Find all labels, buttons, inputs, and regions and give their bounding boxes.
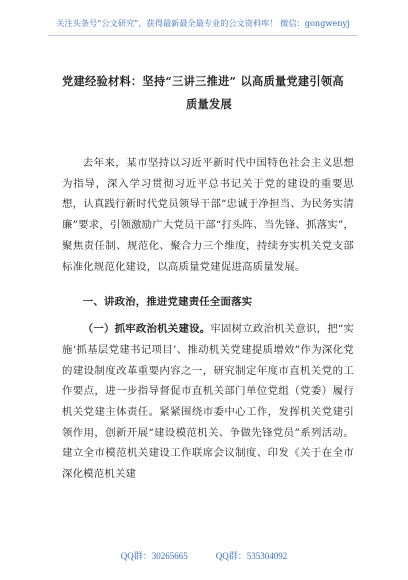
- section-heading-1: 一、讲政治，推进党建责任全面落实: [82, 296, 253, 309]
- footer: [0, 549, 408, 562]
- subsection-text-1: 牢固树立政治机关意识，把“实施‘抓基层党建书记项目’、推动机关党建提质增效”作为深化党的建设制度改革重要内容之一，研究制定年度市直机关党的工作要点，进一步指导督促市直机关部门单位党组（党委）履行机关党建主体责任。紧紧围绕市委中心工作，发挥机关党建引领作用，创新开展“建设模范机关、争做先锋党员”系列活动。建立全市模范机关建设工作联席会议制度、印发《关于在全市深化模范机关建: [62, 323, 354, 481]
- subsection-paragraph-1: [62, 319, 354, 485]
- title-line-1: 党建经验材料：坚持“三讲三推进” 以高质量党建引领高: [62, 74, 344, 88]
- footer-qq-group-2: QQ群：535304092: [215, 551, 288, 561]
- intro-paragraph: 去年来，某市坚持以习近平新时代中国特色社会主义思想为指导，深入学习贯彻习近平总书记关于党的建设的重要思想，认真践行新时代党员领导干部“忠诚于净担当、为民务实清廉”要求，引领激励广大党员干部“打头阵、当先锋、抓落实”，聚焦责任制、规范化、聚合力三个维度，持续夯实机关党支部标准化规范化建设，以高质量党建促进高质量发展。: [62, 157, 354, 273]
- document-body: [62, 153, 354, 485]
- page-title: [62, 70, 356, 116]
- header-banner: 关注头条号“公文研究”，获得最新最全最专业的公文资料库！ 微信：gongwenyj: [48, 18, 358, 36]
- subsection-heading-1: （一）抓牢政治机关建设。: [82, 323, 211, 336]
- footer-qq-group-1: QQ群：30265665: [120, 551, 188, 561]
- title-line-2: 质量发展: [186, 97, 232, 111]
